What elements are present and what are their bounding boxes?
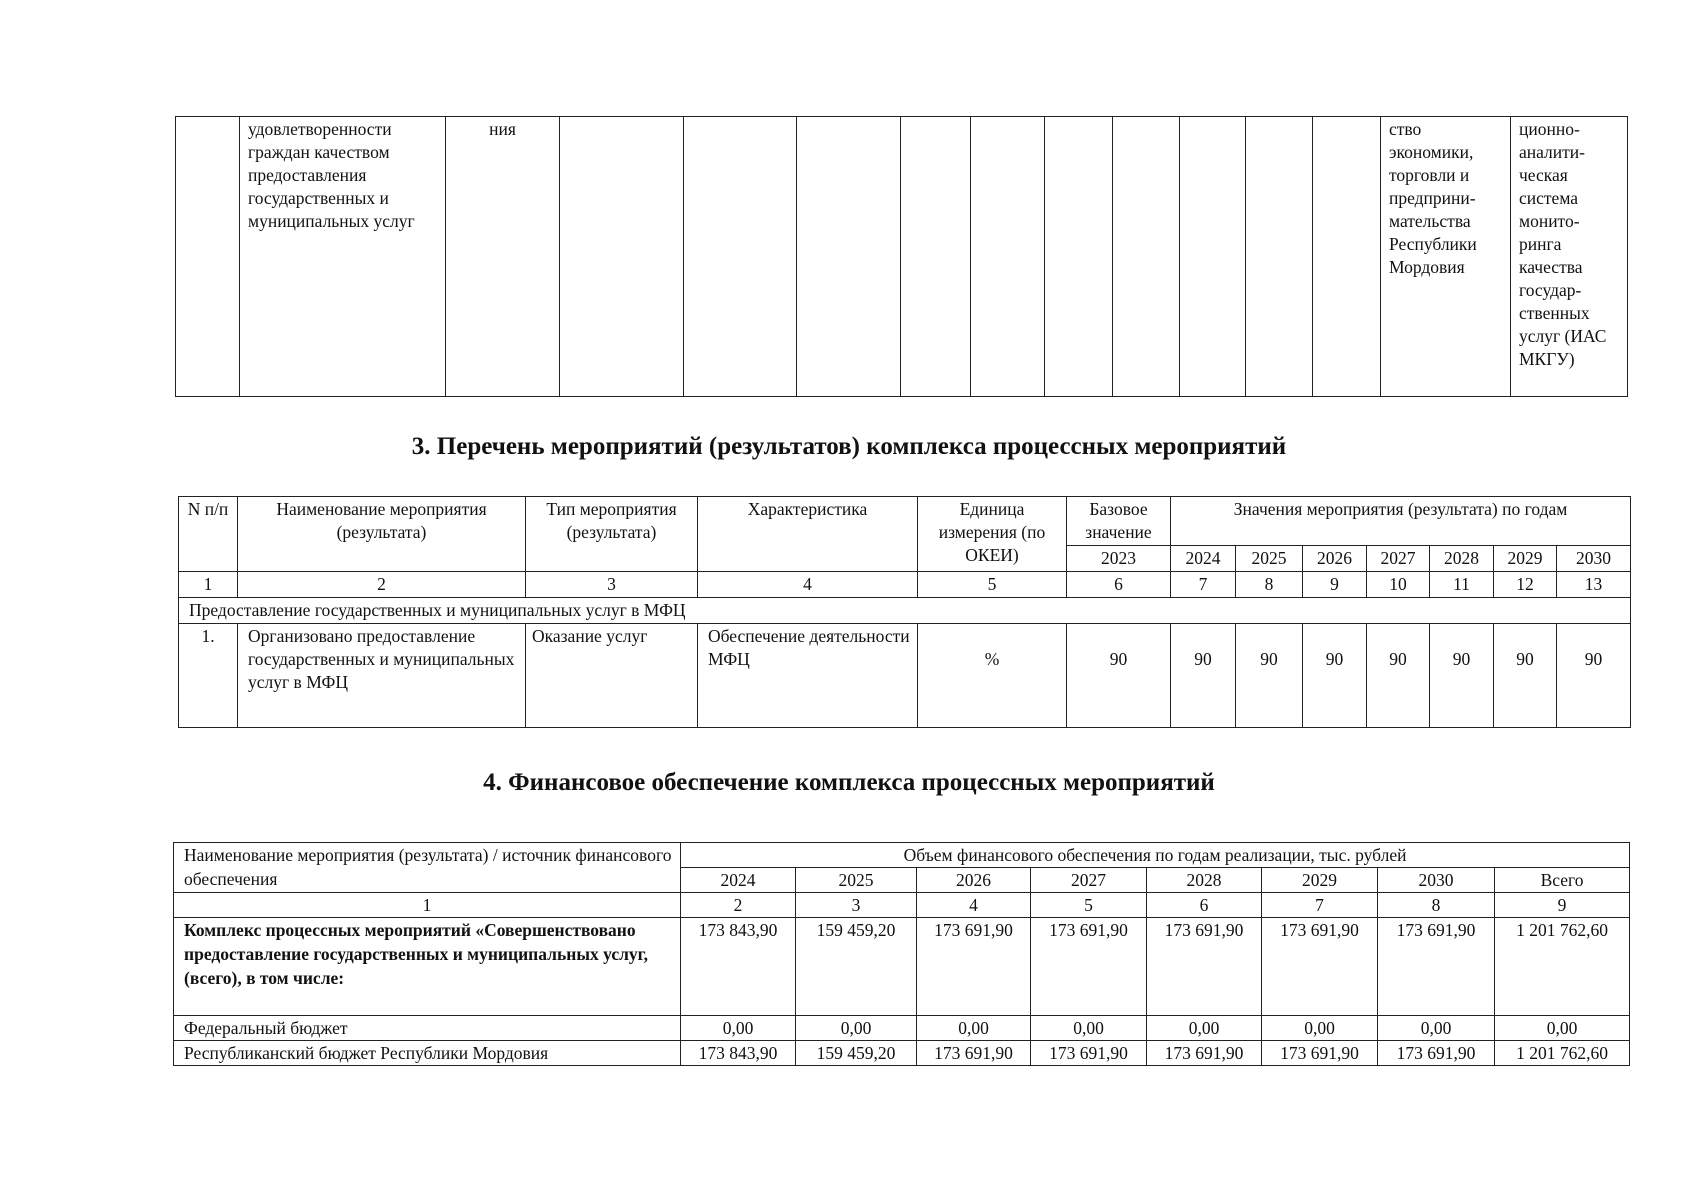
table-row [174, 1016, 1630, 1041]
activities-table [178, 496, 1631, 728]
header-year: 2027 [1367, 546, 1430, 572]
row-num: 1. [179, 624, 238, 728]
row-total: 0,00 [1495, 1016, 1630, 1041]
table-row [174, 918, 1630, 1016]
row-value: 0,00 [917, 1016, 1031, 1041]
empty-cell [1180, 117, 1246, 397]
row-value: 173 691,90 [1262, 1041, 1378, 1066]
row-value: 0,00 [681, 1016, 796, 1041]
row-value: 173 691,90 [1378, 1041, 1495, 1066]
header-year: 2029 [1262, 868, 1378, 893]
row-value: 159 459,20 [796, 918, 917, 1016]
row-value: 173 691,90 [917, 918, 1031, 1016]
row-total: 1 201 762,60 [1495, 1041, 1630, 1066]
empty-cell [684, 117, 797, 397]
row-value: 90 [1303, 624, 1367, 728]
row-value: 159 459,20 [796, 1041, 917, 1066]
column-number: 1 [179, 572, 238, 598]
column-number: 10 [1367, 572, 1430, 598]
empty-cell [971, 117, 1045, 397]
column-number: 9 [1495, 893, 1630, 918]
column-number: 8 [1378, 893, 1495, 918]
row-type: Оказание услуг [526, 624, 698, 728]
header-total: Всего [1495, 868, 1630, 893]
column-number: 12 [1494, 572, 1557, 598]
row-base: 90 [1067, 624, 1171, 728]
column-number: 6 [1147, 893, 1262, 918]
header-base: Базовое значение [1067, 497, 1171, 546]
header-year: 2030 [1378, 868, 1495, 893]
header-volume: Объем финансового обеспечения по годам реализации, тыс. рублей [681, 843, 1630, 868]
column-number: 3 [796, 893, 917, 918]
row-value: 0,00 [1262, 1016, 1378, 1041]
header-year: 2030 [1557, 546, 1631, 572]
column-number: 2 [238, 572, 526, 598]
row-characteristic: Обеспечение деятельности МФЦ [698, 624, 918, 728]
row-value: 0,00 [1031, 1016, 1147, 1041]
row-value: 173 691,90 [1031, 1041, 1147, 1066]
row-value: 0,00 [1147, 1016, 1262, 1041]
empty-cell [176, 117, 240, 397]
empty-cell [797, 117, 901, 397]
row-value: 0,00 [1378, 1016, 1495, 1041]
column-number: 3 [526, 572, 698, 598]
table-row [174, 1041, 1630, 1066]
header-num: N п/п [179, 497, 238, 572]
header-year: 2029 [1494, 546, 1557, 572]
row-unit: % [918, 624, 1067, 728]
indicator-cell: удовлетворенности граждан качеством предоставления государственных и муниципальных услуг [240, 117, 446, 397]
table-row [179, 624, 1631, 728]
header-characteristic: Характеристика [698, 497, 918, 572]
fragment-cell: ния [446, 117, 560, 397]
empty-cell [1246, 117, 1313, 397]
column-number: 8 [1236, 572, 1303, 598]
row-value: 173 691,90 [917, 1041, 1031, 1066]
section4-title: 4. Финансовое обеспечение комплекса процессных мероприятий [483, 769, 1215, 796]
column-number: 2 [681, 893, 796, 918]
row-value: 173 691,90 [1147, 1041, 1262, 1066]
header-year: 2025 [1236, 546, 1303, 572]
header-year: 2026 [917, 868, 1031, 893]
column-number: 4 [917, 893, 1031, 918]
row-value: 90 [1367, 624, 1430, 728]
header-unit: Единица измерения (по ОКЕИ) [918, 497, 1067, 572]
header-year: 2027 [1031, 868, 1147, 893]
empty-cell [901, 117, 971, 397]
row-name: Республиканский бюджет Республики Мордовия [174, 1041, 681, 1066]
responsible-cell: ство экономики, торговли и предприни-мательства Республики Мордовия [1381, 117, 1511, 397]
empty-cell [1113, 117, 1180, 397]
row-value: 90 [1557, 624, 1631, 728]
header-year: 2024 [1171, 546, 1236, 572]
row-total: 1 201 762,60 [1495, 918, 1630, 1016]
header-values: Значения мероприятия (результата) по годам [1171, 497, 1631, 546]
header-name: Наименование мероприятия (результата) [238, 497, 526, 572]
header-year: 2028 [1147, 868, 1262, 893]
row-name: Федеральный бюджет [174, 1016, 681, 1041]
row-value: 90 [1430, 624, 1494, 728]
header-year: 2025 [796, 868, 917, 893]
empty-cell [560, 117, 684, 397]
financing-table [173, 842, 1630, 1066]
column-number: 5 [1031, 893, 1147, 918]
header-base-year: 2023 [1067, 546, 1171, 572]
row-value: 90 [1236, 624, 1303, 728]
column-number: 11 [1430, 572, 1494, 598]
empty-cell [1045, 117, 1113, 397]
header-year: 2026 [1303, 546, 1367, 572]
column-number: 7 [1262, 893, 1378, 918]
row-value: 0,00 [796, 1016, 917, 1041]
section3-title: 3. Перечень мероприятий (результатов) комплекса процессных мероприятий [411, 433, 1287, 460]
row-name: Комплекс процессных мероприятий «Совершенствовано предоставление государственных и муниципальных услуг, (всего), в том числе: [174, 918, 681, 1016]
group-label: Предоставление государственных и муниципальных услуг в МФЦ [179, 598, 1631, 624]
info-system-cell: ционно-аналити-ческая система монито-ринга качества государ-ственных услуг (ИАС МКГУ) [1511, 117, 1628, 397]
column-number: 6 [1067, 572, 1171, 598]
column-number: 1 [174, 893, 681, 918]
row-value: 90 [1171, 624, 1236, 728]
column-number: 7 [1171, 572, 1236, 598]
column-number: 9 [1303, 572, 1367, 598]
column-number: 13 [1557, 572, 1631, 598]
row-value: 173 691,90 [1147, 918, 1262, 1016]
header-year: 2024 [681, 868, 796, 893]
column-number: 4 [698, 572, 918, 598]
header-type: Тип мероприятия (результата) [526, 497, 698, 572]
empty-cell [1313, 117, 1381, 397]
continuation-table [175, 116, 1628, 397]
row-value: 173 843,90 [681, 918, 796, 1016]
row-name: Организовано предоставление государственных и муниципальных услуг в МФЦ [238, 624, 526, 728]
row-value: 173 691,90 [1378, 918, 1495, 1016]
header-year: 2028 [1430, 546, 1494, 572]
header-name: Наименование мероприятия (результата) / источник финансового обеспечения [174, 843, 681, 893]
row-value: 173 691,90 [1031, 918, 1147, 1016]
column-number: 5 [918, 572, 1067, 598]
row-value: 90 [1494, 624, 1557, 728]
row-value: 173 843,90 [681, 1041, 796, 1066]
row-value: 173 691,90 [1262, 918, 1378, 1016]
